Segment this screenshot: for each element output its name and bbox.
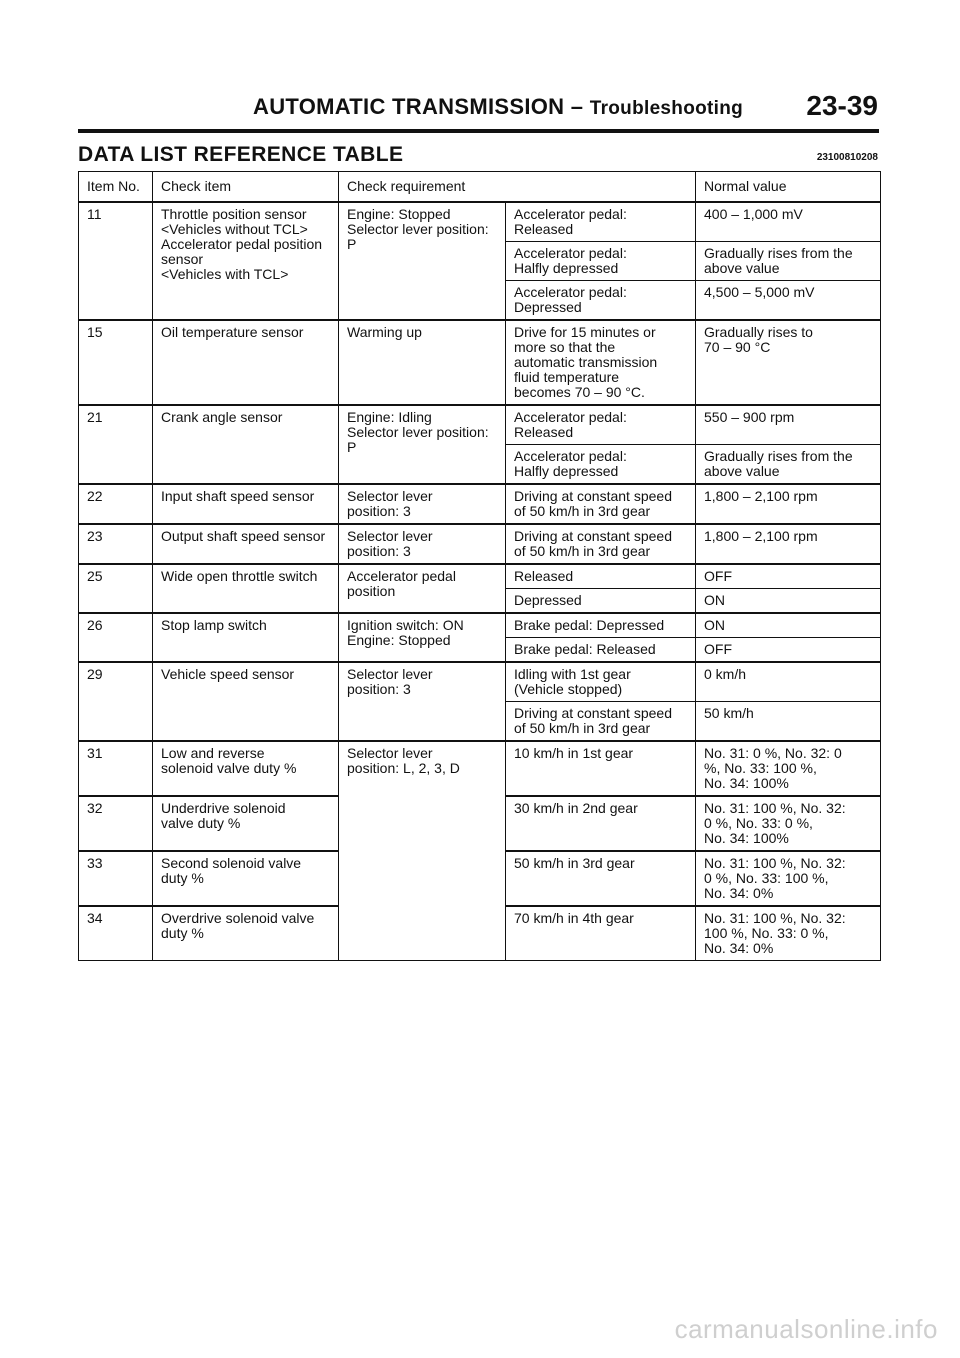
check-condition: Accelerator pedal position [339, 564, 506, 613]
normal-value: 1,800 – 2,100 rpm [696, 524, 881, 564]
table-row [79, 741, 881, 796]
data-list-table [78, 171, 881, 961]
check-requirement: Depressed [506, 589, 696, 614]
check-item [153, 405, 339, 484]
table-row [79, 202, 881, 242]
check-requirement: Brake pedal: Released [506, 638, 696, 663]
normal-value: Gradually rises from the above value [696, 445, 881, 485]
check-item-line: Stop lamp switch [161, 617, 267, 633]
item-no: 32 [79, 796, 153, 851]
check-requirement: 30 km/h in 2nd gear [506, 796, 696, 851]
check-item: Second solenoid valve duty % [153, 851, 339, 906]
check-requirement: Accelerator pedal: Released [506, 202, 696, 242]
check-requirement: 50 km/h in 3rd gear [506, 851, 696, 906]
normal-value: No. 31: 0 %, No. 32: 0 %, No. 33: 100 %, No. 34: 100% [696, 741, 881, 796]
check-item-line: Input shaft speed sensor [161, 488, 315, 504]
table-header-row [79, 172, 881, 203]
check-condition: Selector lever position: L, 2, 3, D [339, 741, 506, 961]
check-item-line: Vehicle speed sensor [161, 666, 295, 682]
check-condition: Selector lever position: 3 [339, 662, 506, 741]
item-no: 23 [79, 524, 153, 564]
check-item: Low and reverse solenoid valve duty % [153, 741, 339, 796]
item-no: 22 [79, 484, 153, 524]
item-no: 25 [79, 564, 153, 613]
section-title: DATA LIST REFERENCE TABLE [78, 143, 404, 166]
item-no: 15 [79, 320, 153, 405]
check-item [153, 320, 339, 405]
check-item-line: <Vehicles without TCL> [161, 221, 308, 237]
check-item-line: <Vehicles with TCL> [161, 266, 289, 282]
normal-value: 400 – 1,000 mV [696, 202, 881, 242]
normal-value: OFF [696, 564, 881, 589]
check-requirement: Accelerator pedal: Depressed [506, 281, 696, 321]
check-item: Overdrive solenoid valve duty % [153, 906, 339, 961]
table-body [79, 172, 881, 961]
item-no: 34 [79, 906, 153, 961]
check-condition: Ignition switch: ON Engine: Stopped [339, 613, 506, 662]
normal-value: No. 31: 100 %, No. 32: 100 %, No. 33: 0 %, No. 34: 0% [696, 906, 881, 961]
check-requirement: Driving at constant speed of 50 km/h in 3rd gear [506, 484, 696, 524]
check-requirement: Idling with 1st gear (Vehicle stopped) [506, 662, 696, 702]
item-no: 11 [79, 202, 153, 320]
table-row [79, 524, 881, 564]
check-item [153, 202, 339, 320]
title-main: AUTOMATIC TRANSMISSION [253, 94, 565, 119]
check-item-line: Oil temperature sensor [161, 324, 304, 340]
title-sub: Troubleshooting [589, 98, 744, 119]
normal-value: No. 31: 100 %, No. 32: 0 %, No. 33: 0 %, No. 34: 100% [696, 796, 881, 851]
check-condition: Selector lever position: 3 [339, 524, 506, 564]
normal-value: Gradually rises from the above value [696, 242, 881, 281]
check-requirement: Accelerator pedal: Halfly depressed [506, 242, 696, 281]
check-item-line: Output shaft speed sensor [161, 528, 326, 544]
check-item-line: Wide open throttle switch [161, 568, 318, 584]
table-row [79, 662, 881, 702]
table-row [79, 564, 881, 589]
col-header-check-requirement: Check requirement [339, 172, 696, 203]
item-no: 21 [79, 405, 153, 484]
col-header-normal-value: Normal value [696, 172, 881, 203]
check-item-line: Accelerator pedal position sensor [161, 236, 323, 267]
col-header-item-no: Item No. [79, 172, 153, 203]
watermark: carmanualsonline.info [674, 1314, 938, 1344]
check-item-line: Crank angle sensor [161, 409, 283, 425]
table-row [79, 613, 881, 638]
check-item [153, 613, 339, 662]
normal-value: 50 km/h [696, 702, 881, 742]
check-item [153, 564, 339, 613]
check-condition: Warming up [339, 320, 506, 405]
check-requirement: Accelerator pedal: Released [506, 405, 696, 445]
check-condition: Engine: Idling Selector lever position: P [339, 405, 506, 484]
normal-value: 550 – 900 rpm [696, 405, 881, 445]
section-code: 23100810208 [816, 152, 878, 163]
check-item: Underdrive solenoid valve duty % [153, 796, 339, 851]
check-requirement: Brake pedal: Depressed [506, 613, 696, 638]
normal-value: OFF [696, 638, 881, 663]
normal-value: 0 km/h [696, 662, 881, 702]
check-requirement: Released [506, 564, 696, 589]
item-no: 33 [79, 851, 153, 906]
item-no: 26 [79, 613, 153, 662]
check-requirement: 70 km/h in 4th gear [506, 906, 696, 961]
normal-value: Gradually rises to 70 – 90 °C [696, 320, 881, 405]
normal-value: 4,500 – 5,000 mV [696, 281, 881, 321]
check-item [153, 662, 339, 741]
table-row [79, 320, 881, 405]
page-number: 23-39 [806, 90, 878, 121]
normal-value: No. 31: 100 %, No. 32: 0 %, No. 33: 100 %, No. 34: 0% [696, 851, 881, 906]
col-header-check-item: Check item [153, 172, 339, 203]
page-header [0, 90, 960, 126]
normal-value: ON [696, 589, 881, 614]
header-rule [78, 129, 879, 133]
check-requirement: Accelerator pedal: Halfly depressed [506, 445, 696, 485]
table-row [79, 484, 881, 524]
check-requirement: Drive for 15 minutes or more so that the automatic transmission fluid temperature becomes 70 – 90 °C. [506, 320, 696, 405]
title-dash: – [564, 94, 590, 119]
table-row [79, 405, 881, 445]
check-requirement: 10 km/h in 1st gear [506, 741, 696, 796]
check-condition: Engine: Stopped Selector lever position: P [339, 202, 506, 320]
check-item [153, 524, 339, 564]
page-title [253, 94, 743, 120]
item-no: 31 [79, 741, 153, 796]
check-requirement: Driving at constant speed of 50 km/h in 3rd gear [506, 524, 696, 564]
check-item [153, 484, 339, 524]
check-condition: Selector lever position: 3 [339, 484, 506, 524]
check-requirement: Driving at constant speed of 50 km/h in 3rd gear [506, 702, 696, 742]
item-no: 29 [79, 662, 153, 741]
check-item-line: Throttle position sensor [161, 206, 307, 222]
normal-value: 1,800 – 2,100 rpm [696, 484, 881, 524]
normal-value: ON [696, 613, 881, 638]
